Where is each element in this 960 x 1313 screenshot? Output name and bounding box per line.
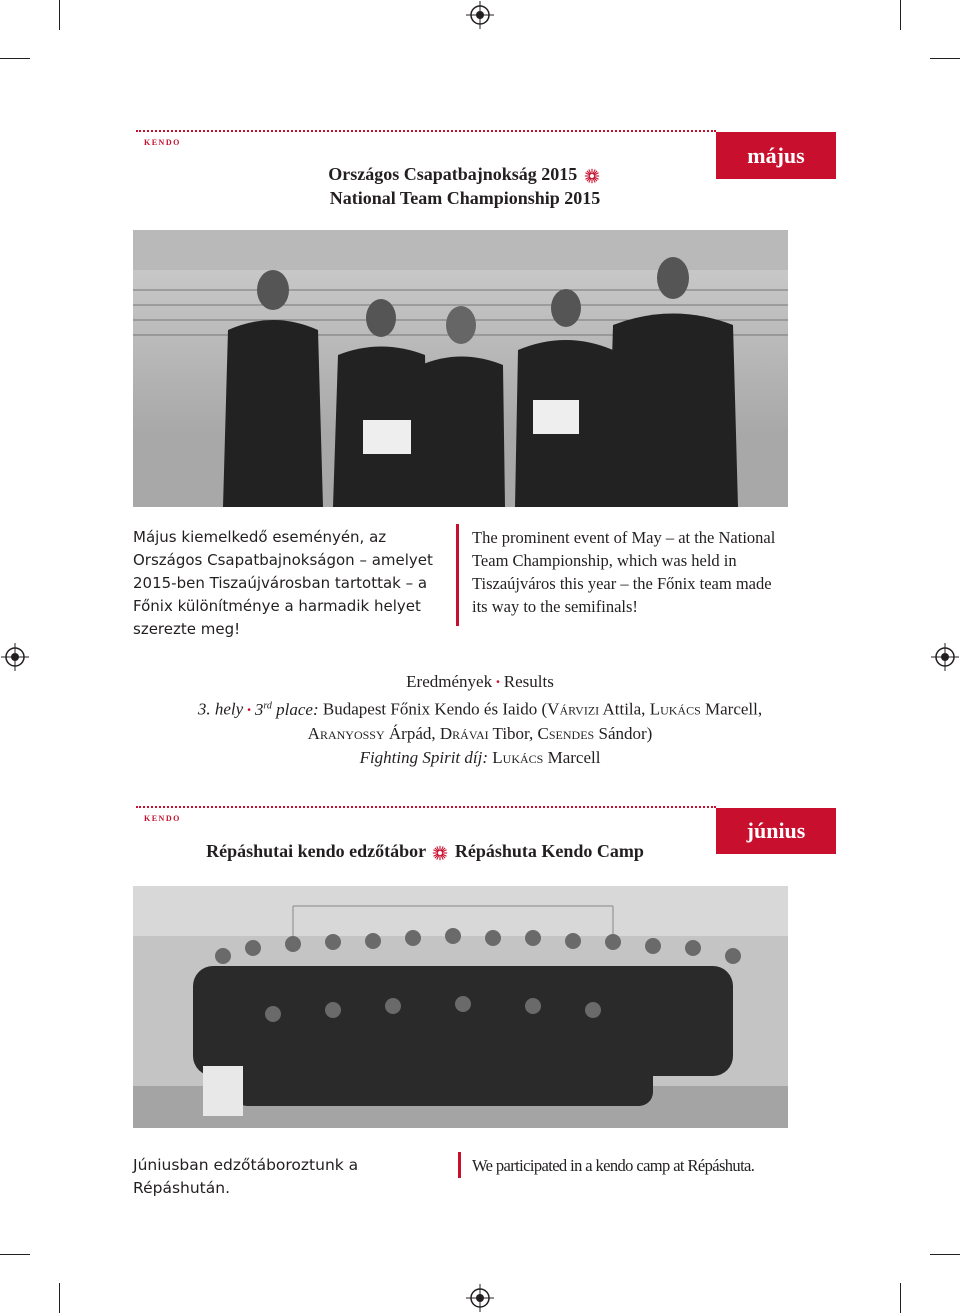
camp-photo-illustration (133, 886, 788, 1128)
crop-mark (0, 1254, 30, 1255)
section-tag: kendo (144, 134, 181, 148)
article-text-hungarian: Május kiemelkedő eseményén, az Országos Csapatbajnokságon – amelyet 2015-ben Tiszaújvárosban tartottak – a Főnix különítménye a harmadik helyet szerezte meg! (133, 528, 433, 638)
column-divider (458, 1152, 461, 1178)
title-hungarian: Répáshutai kendo edzőtábor (206, 841, 426, 861)
results-heading: Eredmények · Results (406, 672, 554, 691)
title-english: Répáshuta Kendo Camp (454, 841, 644, 861)
team-photo-illustration (133, 230, 788, 507)
caption-hungarian: Júniusban edzőtáboroztunk a Répáshután. (133, 1156, 359, 1197)
crop-mark (900, 0, 901, 30)
title-english: National Team Championship 2015 (329, 188, 601, 208)
crop-mark (59, 0, 60, 30)
crop-mark (900, 1283, 901, 1313)
page-title (300, 162, 630, 210)
place-english: 3rd place: (254, 699, 319, 719)
crop-mark (59, 1283, 60, 1313)
crop-mark (0, 58, 30, 59)
registration-mark-icon (466, 1, 494, 29)
section-divider (136, 130, 716, 132)
registration-mark-icon (1, 643, 29, 671)
section-divider (136, 806, 716, 808)
results-entry: 3. hely · 3rd place: Budapest Főnix Kendo és Iaido (Várvizi Attila, Lukács Marcell, Aranyossy Árpád, Drávai Tibor, Csendes Sándor) Fighting Spirit díj: Lukács Marcell (197, 699, 763, 767)
camp-group-photo (133, 886, 788, 1128)
crop-mark (930, 58, 960, 59)
award-label: Fighting Spirit díj: (359, 747, 489, 767)
caption-english: We participated in a kendo camp at Répáshuta. (472, 1156, 755, 1175)
section-tag: kendo (144, 810, 181, 824)
crop-mark (930, 1254, 960, 1255)
title-hungarian: Országos Csapatbajnokság 2015 (328, 164, 578, 184)
sun-ornament-icon (432, 845, 448, 861)
team-photo (133, 230, 788, 507)
month-badge: május (716, 132, 836, 179)
sun-ornament-icon (584, 168, 600, 184)
section-title (150, 839, 700, 863)
article-text-english: The prominent event of May – at the National Team Championship, which was held in Tiszaújváros this year – the Főnix team made its way to the semifinals! (472, 528, 776, 616)
registration-mark-icon (466, 1284, 494, 1312)
place-hungarian: 3. hely (197, 699, 244, 719)
registration-mark-icon (931, 643, 959, 671)
column-divider (456, 524, 459, 626)
month-badge: június (716, 808, 836, 854)
